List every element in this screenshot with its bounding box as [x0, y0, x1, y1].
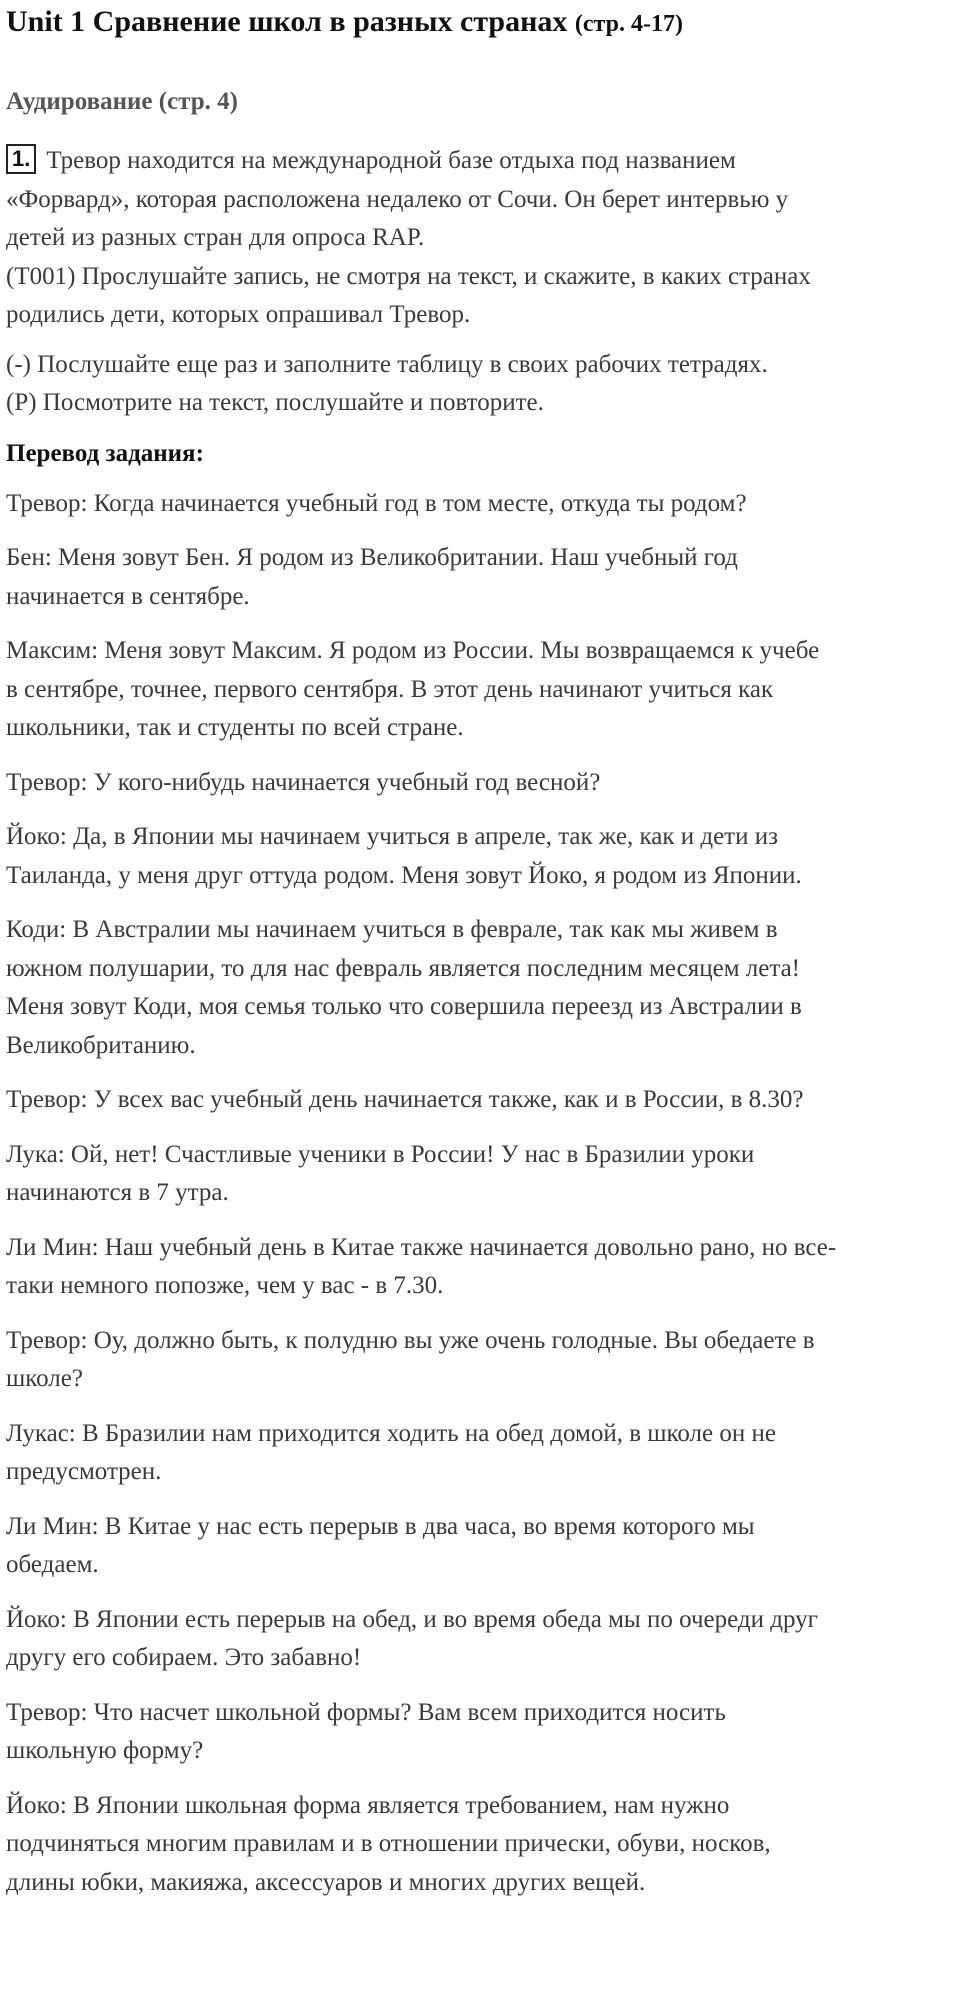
dialog-text: Ли Мин: Наш учебный день в Китае также начинается довольно рано, но все- [6, 1233, 837, 1261]
instruction-line: (-) Послушайте еще раз и заполните таблицу в своих рабочих тетрадях. [6, 350, 768, 378]
dialog-line [6, 911, 951, 1065]
dialog-text: Меня зовут Коди, моя семья только что совершила переезд из Австралии в [6, 993, 802, 1020]
dialog-text: Великобританию. [6, 1031, 196, 1059]
dialog-text: предусмотрен. [6, 1458, 162, 1485]
dialog-text: Йоко: Да, в Японии мы начинаем учиться в апреле, так же, как и дети из [6, 823, 778, 850]
dialog-text: Йоко: В Японии есть перерыв на обед, и во время обеда мы по очереди друг [6, 1605, 818, 1633]
unit-pages: (стр. 4-17) [574, 11, 683, 37]
dialog-text: Йоко: В Японии школьная форма является требованием, нам нужно [6, 1791, 730, 1819]
document-page [6, 0, 951, 1918]
dialog-text: Тревор: Оу, должно быть, к полудню вы уже очень голодные. Вы обедаете в [6, 1326, 815, 1354]
dialog-text: начинается в сентябре. [6, 582, 250, 610]
dialog-text: Бен: Меня зовут Бен. Я родом из Великобритании. Наш учебный год [6, 544, 738, 571]
dialog-text: южном полушарии, то для нас февраль является последним месяцем лета! [6, 954, 800, 982]
dialog-line [6, 764, 951, 803]
dialog-line [6, 1081, 951, 1120]
dialog-text: начинаются в 7 утра. [6, 1179, 229, 1206]
task-number-badge: 1. [6, 144, 36, 174]
task-paragraph [6, 142, 951, 335]
dialog-line [6, 632, 951, 748]
dialog-line [6, 1508, 951, 1585]
dialog-text: Ли Мин: В Китае у нас есть перерыв в два часа, во время которого мы [6, 1512, 755, 1540]
task-line-text: Тревор находится на международной базе отдыха под названием [46, 147, 736, 174]
dialog-line [6, 485, 951, 524]
task-line: родились дети, которых опрашивал Тревор. [6, 301, 471, 328]
dialog-line [6, 539, 951, 616]
dialog-text: Лука: Ой, нет! Счастливые ученики в России! У нас в Бразилии уроки [6, 1140, 755, 1168]
dialog-text: Лукас: В Бразилии нам приходится ходить на обед домой, в школе он не [6, 1419, 776, 1447]
dialog-line [6, 1229, 951, 1306]
dialog-line [6, 1694, 951, 1771]
dialog-text: Тревор: Что насчет школьной формы? Вам всем приходится носить [6, 1698, 726, 1726]
dialog-text: Коди: В Австралии мы начинаем учиться в феврале, так как мы живем в [6, 916, 778, 943]
task-line [6, 142, 951, 181]
task-line: детей из разных стран для опроса RAP. [6, 224, 425, 251]
dialog-line [6, 1415, 951, 1492]
instruction-line: (P) Посмотрите на текст, послушайте и повторите. [6, 389, 544, 416]
dialog-line [6, 1601, 951, 1678]
dialog-text: Максим: Меня зовут Максим. Я родом из России. Мы возвращаемся к учебе [6, 637, 820, 664]
dialog-text: подчиняться многим правилам и в отношении прически, обуви, носков, [6, 1830, 771, 1857]
dialog-text: школьники, так и студенты по всей стране. [6, 714, 464, 741]
dialog-line [6, 818, 951, 895]
dialog-text: Тревор: У кого-нибудь начинается учебный год весной? [6, 768, 601, 796]
dialog-text: длины юбки, макияжа, аксессуаров и многих других вещей. [6, 1868, 646, 1896]
unit-title [6, 0, 951, 42]
dialog-line [6, 1136, 951, 1213]
dialog [6, 485, 951, 1903]
dialog-text: Тревор: Когда начинается учебный год в том месте, откуда ты родом? [6, 489, 747, 517]
dialog-line [6, 1787, 951, 1903]
dialog-text: таки немного попозже, чем у вас - в 7.30. [6, 1272, 444, 1299]
dialog-line [6, 1322, 951, 1399]
translation-heading: Перевод задания: [6, 439, 204, 467]
dialog-text: школе? [6, 1365, 83, 1392]
dialog-text: школьную форму? [6, 1737, 204, 1764]
unit-title-text: Unit 1 Сравнение школ в разных странах [6, 5, 568, 38]
section-title: Аудирование (стр. 4) [6, 88, 238, 115]
dialog-text: Тревор: У всех вас учебный день начинается также, как и в России, в 8.30? [6, 1086, 804, 1113]
dialog-text: обедаем. [6, 1551, 99, 1578]
dialog-text: в сентябре, точнее, первого сентября. В этот день начинают учиться как [6, 675, 774, 703]
task-line: (T001) Прослушайте запись, не смотря на текст, и скажите, в каких странах [6, 262, 811, 290]
dialog-text: другу его собираем. Это забавно! [6, 1644, 362, 1671]
dialog-text: Таиланда, у меня друг оттуда родом. Меня зовут Йоко, я родом из Японии. [6, 861, 802, 889]
task-instructions [6, 346, 951, 423]
task-line: «Форвард», которая расположена недалеко от Сочи. Он берет интервью у [6, 185, 789, 213]
